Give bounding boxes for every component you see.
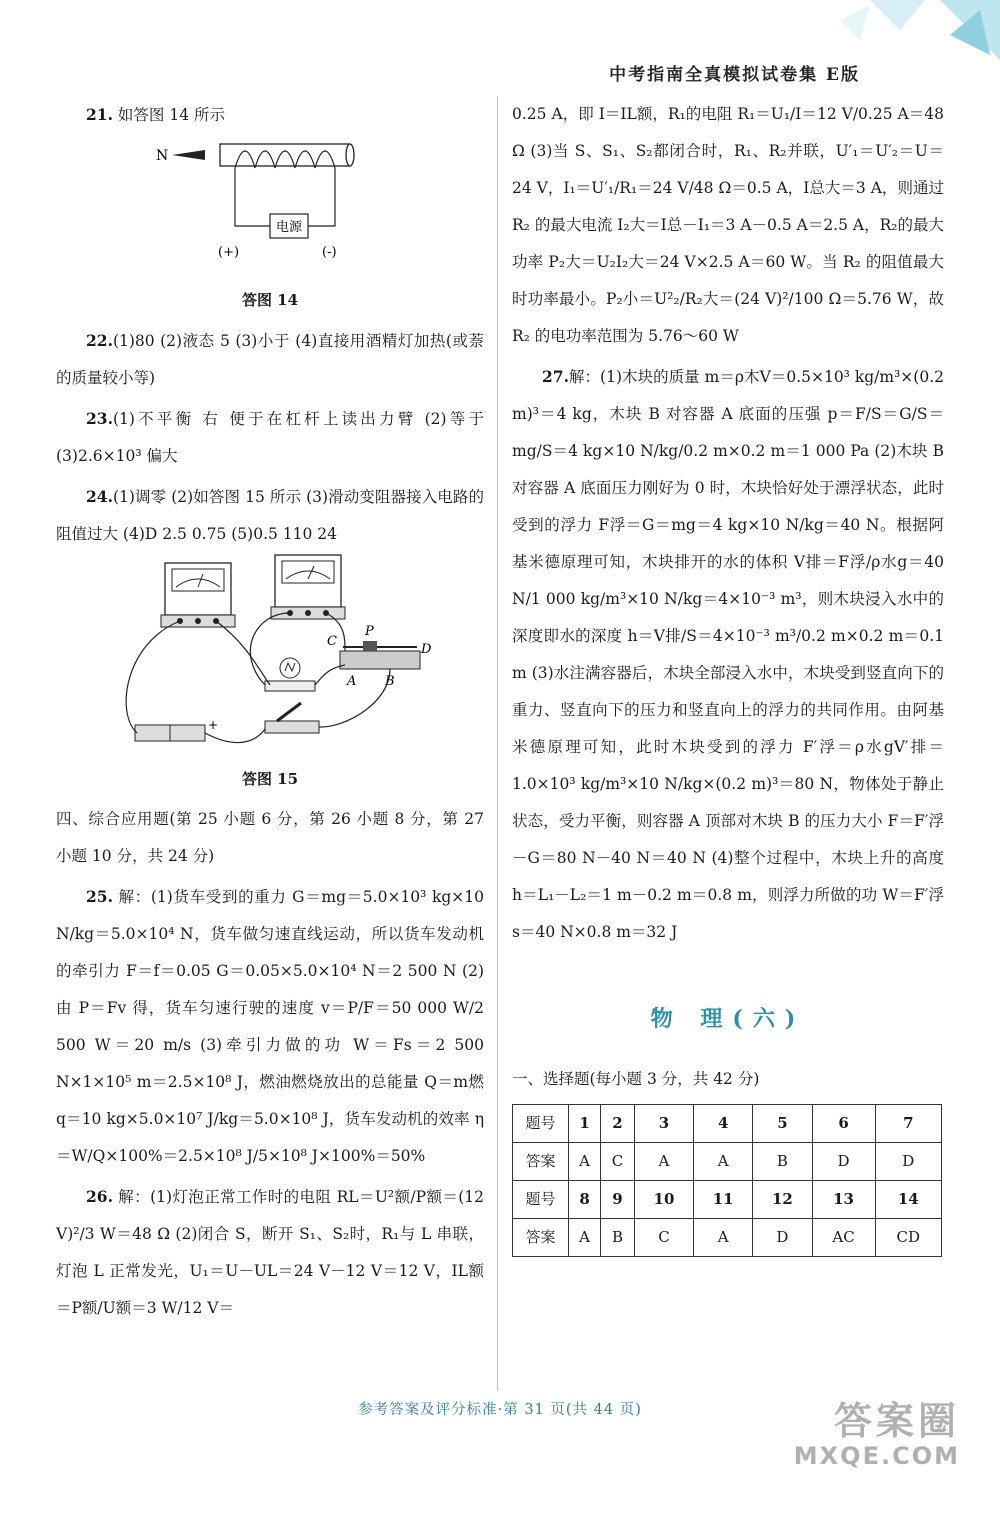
answer-text: 解：(1)货车受到的重力 G＝mg＝5.0×10³ kg×10 N/kg＝5.0×10⁴ N，货车做匀速直线运动，所以货车发动机的牵引力 F＝f＝0.05 G＝0.05×5.0×10⁴ N＝2 500 N (2)由 P＝Fv 得，货车匀速行驶的速度 v＝P/F＝50 000 W/2 500 W＝20 m/s (3)牵引力做的功 W＝Fs＝2 500 N×1×10⁵ m＝2.5×10⁸ J，燃油燃烧放出的总能量 Q＝m燃 q＝10 kg×5.0×10⁷ J/kg＝5.0×10⁸ J，货车发动机的效率 η＝W/Q×100%＝2.5×10⁸ J/5×10⁸ J×100%＝50%	[56, 888, 484, 1165]
figure-14-solenoid	[150, 134, 390, 284]
battery	[135, 718, 218, 741]
figure-15-circuit	[105, 553, 435, 763]
table-row	[513, 1105, 942, 1143]
terminal-a-label: A	[347, 674, 357, 689]
table-cell: C	[634, 1219, 693, 1257]
question-number: 26.	[86, 1187, 113, 1206]
section-title: 物 理(六)	[650, 1006, 806, 1032]
svg-text:+: +	[208, 718, 219, 732]
switch	[265, 703, 319, 733]
answer-text: (1)80 (2)液态 5 (3)小于 (4)直接用酒精灯加热(或萘的质量较小等)	[56, 332, 484, 387]
table-row	[513, 1143, 942, 1181]
question-number: 27.	[542, 367, 569, 386]
left-column	[56, 96, 484, 1327]
table-cell: B	[753, 1143, 812, 1181]
table-cell: A	[634, 1143, 693, 1181]
minus-terminal-label: (-)	[322, 245, 337, 260]
answer-text: 如答图 14 所示	[117, 106, 225, 124]
question-number: 25.	[86, 887, 113, 906]
table-cell: A	[569, 1219, 601, 1257]
section-4-heading: 四、综合应用题(第 25 小题 6 分，第 26 小题 8 分，第 27 小题 10 分，共 24 分)	[56, 810, 484, 865]
watermark-logo: 答案圈	[833, 1399, 960, 1443]
question-26-continued: 0.25 A，即 I＝IL额，R₁的电阻 R₁＝U₁/I＝12 V/0.25 A＝48 Ω (3)当 S、S₁、S₂都闭合时，R₁、R₂并联，U′₁＝U′₂＝U＝24 V，I₁＝U′₁/R₁＝24 V/48 Ω＝0.5 A，I总大＝3 A，则通过 R₂ 的最大电流 I₂大＝I总－I₁＝3 A－0.5 A＝2.5 A，R₂的最大功率 P₂大＝U₂I₂大＝24 V×2.5 A＝60 W。当 R₂ 的阻值最大时功率最小。P₂小＝U²₂/R₂大＝(24 V)²/100 Ω＝5.76 W，故 R₂ 的电功率范围为 5.76～60 W	[512, 105, 944, 345]
figure-15-caption: 答图 15	[241, 770, 299, 788]
fig14-n-label: N	[156, 148, 169, 164]
question-23	[56, 400, 484, 475]
plus-terminal-label: (+)	[218, 245, 240, 260]
table-cell: 11	[694, 1181, 753, 1219]
question-24	[56, 478, 484, 553]
table-cell: B	[601, 1219, 635, 1257]
answer-text: 解：(1)木块的质量 m＝ρ木V＝0.5×10³ kg/m³×(0.2 m)³＝4 kg，木块 B 对容器 A 底面的压强 p＝F/S＝G/S＝mg/S＝4 kg×10 N/kg/0.2 m×0.2 m＝1 000 Pa (2)木块 B 对容器 A 底面压力刚好为 0 时，木块恰好处于漂浮状态，此时受到的浮力 F浮＝G＝mg＝4 kg×10 N/kg＝40 N。根据阿基米德原理可知，木块排开的水的体积 V排＝F浮/ρ水g＝40 N/1 000 kg/m³×10 N/kg＝4×10⁻³ m³，则木块浸入水中的深度即水的深度 h＝V排/S＝4×10⁻³ m³/0.2 m×0.2 m＝0.1 m (3)水注满容器后，木块全部浸入水中，木块受到竖直向下的重力、竖直向下的压力和竖直向上的浮力的共同作用。由阿基米德原理可知，此时木块受到的浮力 F′浮＝ρ水gV′排＝1.0×10³ kg/m³×10 N/kg×(0.2 m)³＝80 N，物体处于静止状态，受力平衡，则容器 A 顶部对木块 B 的压力大小 F＝F′浮－G＝80 N－40 N＝40 N (4)整个过程中，木块上升的高度 h＝L₁－L₂＝1 m－0.2 m＝0.8 m，则浮力所做的功 W＝F′浮s＝40 N×0.8 m＝32 J	[512, 368, 944, 941]
table-row	[513, 1181, 942, 1219]
right-column	[512, 96, 944, 1257]
table-cell: 4	[694, 1105, 753, 1143]
question-number: 24.	[86, 487, 113, 506]
table-cell: 13	[812, 1181, 875, 1219]
table-cell: D	[812, 1143, 875, 1181]
figure-14-caption: 答图 14	[241, 291, 299, 309]
rheostat	[340, 641, 420, 669]
terminal-b-label: B	[385, 674, 395, 689]
wire-left	[235, 168, 270, 226]
row-label: 答案	[513, 1219, 569, 1257]
table-cell: 5	[753, 1105, 812, 1143]
table-cell: 3	[634, 1105, 693, 1143]
slider-p-label: P	[365, 624, 374, 639]
table-cell: CD	[875, 1219, 941, 1257]
table-cell: 7	[875, 1105, 941, 1143]
table-cell: A	[569, 1143, 601, 1181]
page-header: 中考指南全真模拟试卷集 E版	[609, 65, 860, 85]
question-26	[56, 1178, 484, 1327]
row-label: 答案	[513, 1143, 569, 1181]
question-number: 23.	[86, 409, 113, 428]
terminal-c-label: C	[327, 634, 337, 649]
table-cell: D	[753, 1219, 812, 1257]
question-27	[512, 358, 944, 951]
row-label: 题号	[513, 1181, 569, 1219]
question-number: 21.	[86, 105, 113, 124]
compass-needle-icon	[172, 150, 205, 160]
table-cell: D	[875, 1143, 941, 1181]
answer-text: 解：(1)灯泡正常工作时的电阻 RL＝U²额/P额＝(12 V)²/3 W＝48 Ω (2)闭合 S，断开 S₁、S₂时，R₁与 L 串联，灯泡 L 正常发光，U₁＝U－UL＝24 V－12 V＝12 V，IL额＝P额/U额＝3 W/12 V＝	[56, 1188, 485, 1317]
table-cell: A	[694, 1219, 753, 1257]
table-cell: A	[694, 1143, 753, 1181]
table-cell: 6	[812, 1105, 875, 1143]
site-watermark	[794, 1400, 960, 1470]
row-label: 题号	[513, 1105, 569, 1143]
table-cell: 8	[569, 1181, 601, 1219]
column-divider	[497, 96, 498, 1391]
answer-text: (1)调零 (2)如答图 15 所示 (3)滑动变阻器接入电路的阻值过大 (4)D 2.5 0.75 (5)0.5 110 24	[56, 488, 484, 543]
table-cell: AC	[812, 1219, 875, 1257]
table-cell: 2	[601, 1105, 635, 1143]
question-number: 22.	[86, 331, 113, 350]
table-row	[513, 1219, 942, 1257]
table-cell: 10	[634, 1181, 693, 1219]
question-22	[56, 322, 484, 397]
watermark-url: MXQE.COM	[793, 1442, 960, 1470]
terminal-d-label: D	[421, 642, 432, 657]
table-cell: 14	[875, 1181, 941, 1219]
table-cell: C	[601, 1143, 635, 1181]
page-footer: 参考答案及评分标准·第 31 页(共 44 页)	[358, 1402, 642, 1418]
question-21	[56, 96, 484, 134]
wire-right	[308, 168, 335, 226]
table-cell: 1	[569, 1105, 601, 1143]
ammeter	[161, 563, 235, 627]
table-cell: 9	[601, 1181, 635, 1219]
power-source-label: 电源	[275, 220, 303, 235]
voltmeter	[271, 555, 345, 619]
light-bulb	[265, 658, 315, 691]
question-25	[56, 878, 484, 1175]
table-cell: 12	[753, 1181, 812, 1219]
answer-table	[512, 1104, 942, 1257]
answer-text: (1)不平衡 右 便于在杠杆上读出力臂 (2)等于 (3)2.6×10³ 偏大	[56, 410, 484, 465]
multiple-choice-heading: 一、选择题(每小题 3 分，共 42 分)	[512, 1070, 760, 1088]
